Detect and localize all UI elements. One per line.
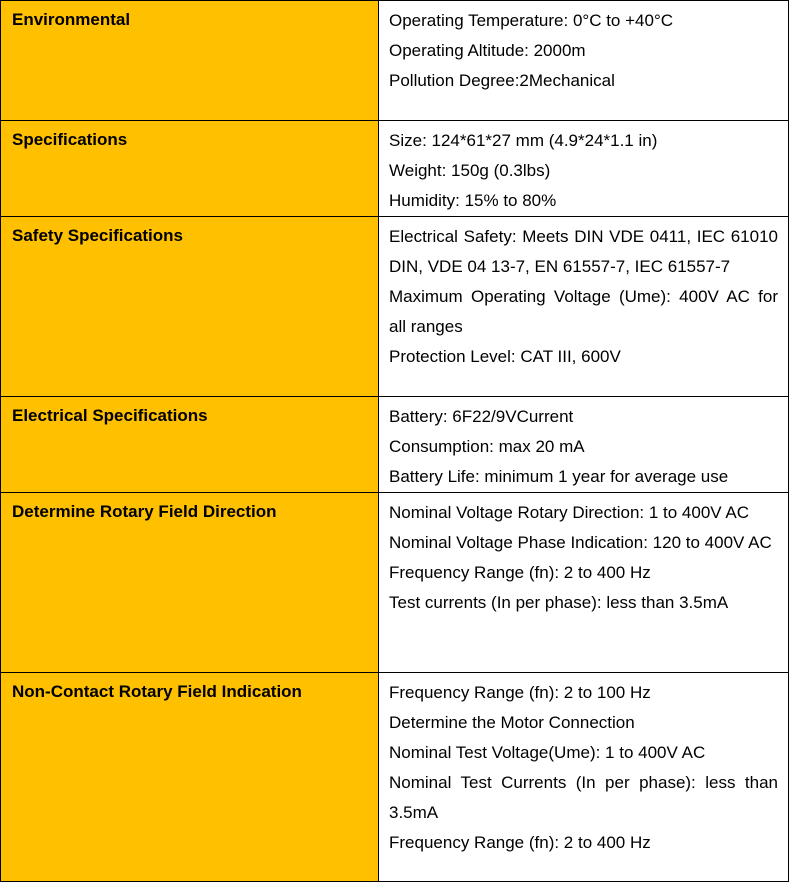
table-row-environmental <box>1 1 789 121</box>
value-list <box>379 121 788 216</box>
value-line: Nominal Voltage Rotary Direction: 1 to 400V AC <box>389 503 750 522</box>
value-line: Consumption: max 20 mA <box>389 437 585 456</box>
row-label: Environmental <box>12 10 131 29</box>
row-label: Determine Rotary Field Direction <box>12 502 277 521</box>
value-list <box>379 493 788 618</box>
row-label-cell <box>1 1 379 121</box>
table-row-non-contact-rotary-field <box>1 673 789 882</box>
row-value-cell <box>379 493 789 673</box>
row-label-cell <box>1 397 379 493</box>
value-list <box>379 673 788 858</box>
specifications-table-body <box>1 1 789 882</box>
value-line: Weight: 150g (0.3lbs) <box>389 161 551 180</box>
row-value-cell <box>379 673 789 882</box>
row-label: Non-Contact Rotary Field Indication <box>12 682 302 701</box>
value-line: Protection Level: CAT III, 600V <box>389 347 621 366</box>
table-row-specifications <box>1 121 789 217</box>
row-value-cell <box>379 1 789 121</box>
row-label-cell <box>1 217 379 397</box>
value-line: Nominal Test Voltage(Ume): 1 to 400V AC <box>389 743 706 762</box>
table-row-safety-specifications <box>1 217 789 397</box>
value-line: Maximum Operating Voltage (Ume): 400V AC for all ranges <box>389 287 778 336</box>
value-line: Battery Life: minimum 1 year for average use <box>389 467 729 486</box>
value-line: Nominal Test Currents (In per phase): less than 3.5mA <box>389 773 778 822</box>
value-line: Frequency Range (fn): 2 to 100 Hz <box>389 683 651 702</box>
row-label-cell <box>1 673 379 882</box>
row-value-cell <box>379 217 789 397</box>
row-label-cell <box>1 493 379 673</box>
value-line: Test currents (In per phase): less than 3.5mA <box>389 593 729 612</box>
value-line: Determine the Motor Connection <box>389 713 635 732</box>
value-line: Size: 124*61*27 mm (4.9*24*1.1 in) <box>389 131 658 150</box>
value-line: Pollution Degree:2Mechanical <box>389 71 615 90</box>
row-value-cell <box>379 397 789 493</box>
row-label: Specifications <box>12 130 128 149</box>
row-label: Safety Specifications <box>12 226 184 245</box>
value-line: Frequency Range (fn): 2 to 400 Hz <box>389 833 651 852</box>
table-row-electrical-specifications <box>1 397 789 493</box>
value-line: Nominal Voltage Phase Indication: 120 to 400V AC <box>389 533 772 552</box>
row-value-cell <box>379 121 789 217</box>
value-line: Battery: 6F22/9VCurrent <box>389 407 574 426</box>
row-label-cell <box>1 121 379 217</box>
value-list <box>379 217 788 372</box>
value-line: Operating Altitude: 2000m <box>389 41 586 60</box>
value-list <box>379 397 788 492</box>
value-list <box>379 1 788 96</box>
row-label: Electrical Specifications <box>12 406 208 425</box>
table-row-rotary-field-direction <box>1 493 789 673</box>
value-line: Frequency Range (fn): 2 to 400 Hz <box>389 563 651 582</box>
value-line: Humidity: 15% to 80% <box>389 191 557 210</box>
value-line: Electrical Safety: Meets DIN VDE 0411, IEC 61010 DIN, VDE 04 13-7, EN 61557-7, IEC 61557-7 <box>389 227 778 276</box>
value-line: Operating Temperature: 0°C to +40°C <box>389 11 674 30</box>
